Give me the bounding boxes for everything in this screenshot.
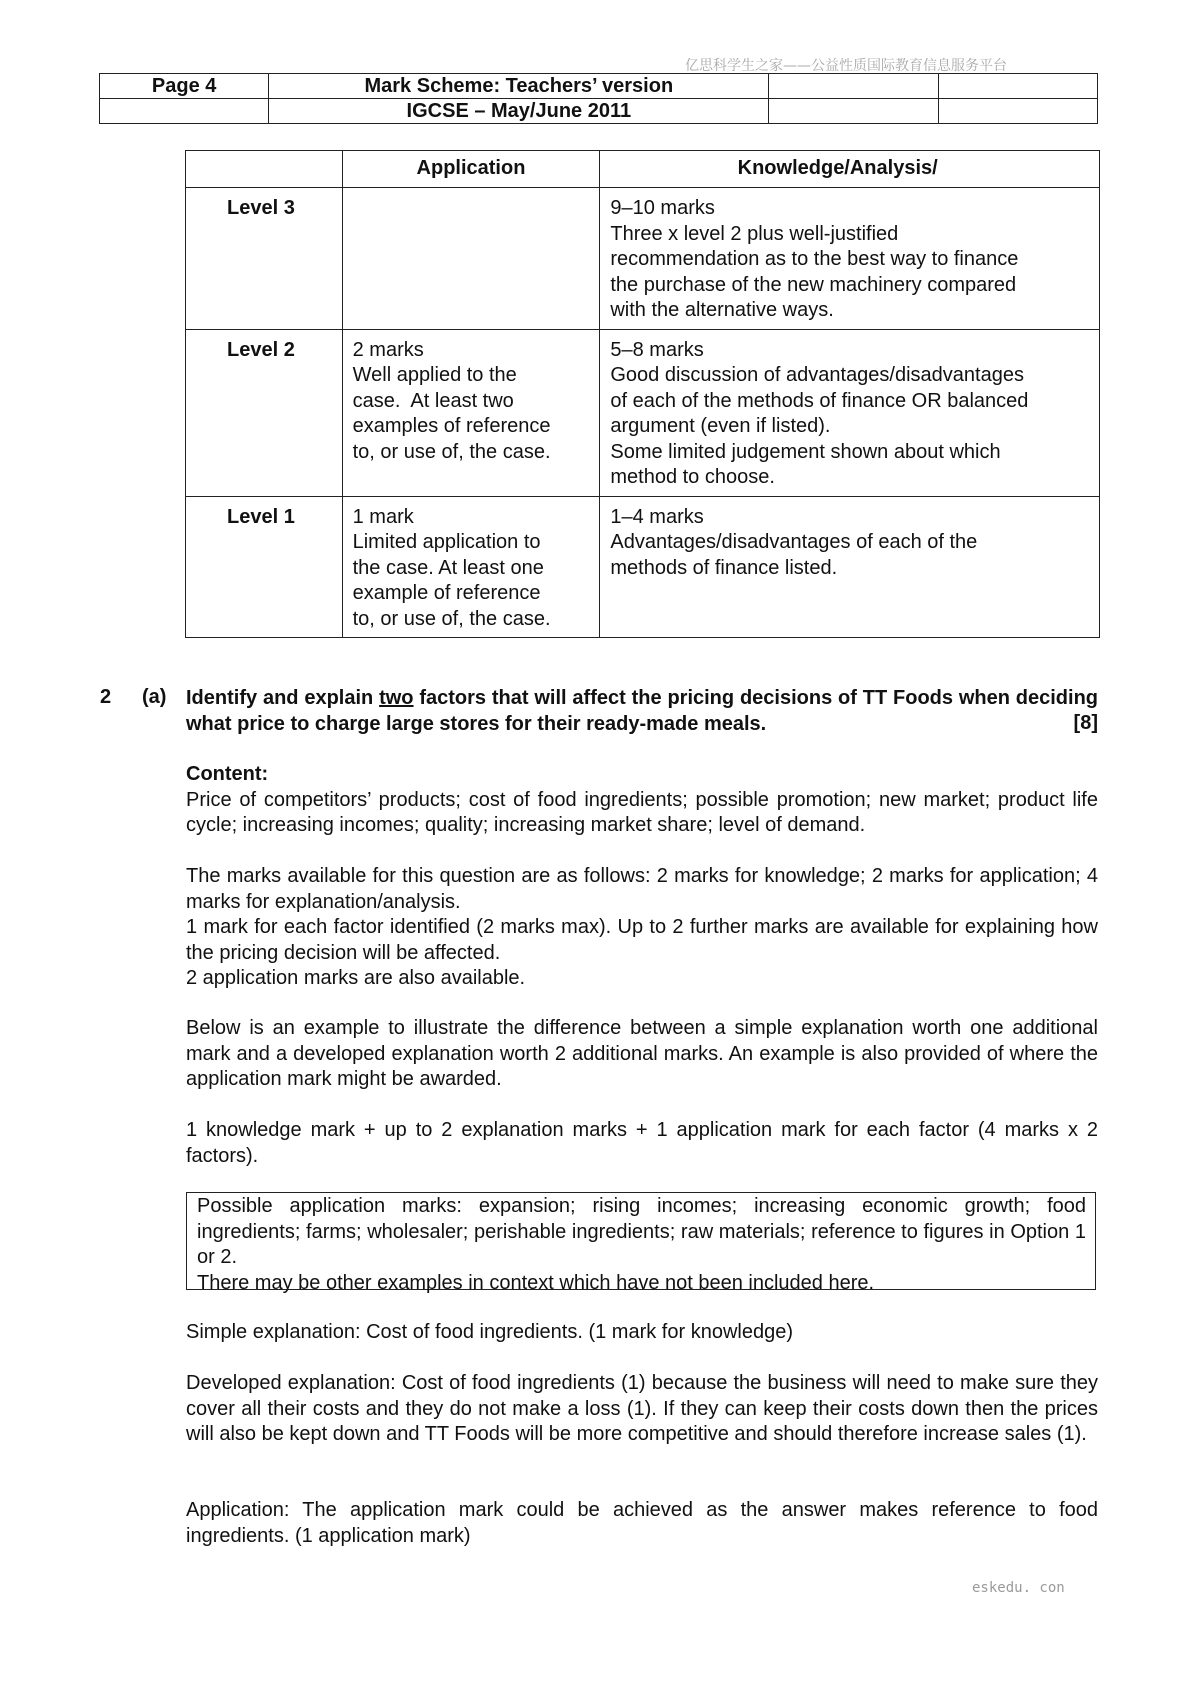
document-title: Mark Scheme: Teachers’ version	[269, 74, 769, 99]
cell-line: Good discussion of advantages/disadvantages	[610, 364, 1024, 386]
cell-line: recommendation as to the best way to finance	[610, 248, 1019, 270]
cell-line: 5–8 marks	[610, 338, 704, 361]
cell-line: the case. At least one	[352, 556, 544, 579]
simple-explanation: Simple explanation: Cost of food ingredients. (1 mark for knowledge)	[186, 1321, 793, 1343]
question-text	[186, 686, 1098, 737]
knowledge-cell	[600, 329, 1100, 496]
content-text: Price of competitors’ products; cost of food ingredients; possible promotion; new market; product life cycle; increasing incomes; quality; increasing market share; level of demand.	[186, 788, 1098, 836]
header-empty-cell	[938, 99, 1097, 124]
exam-session: IGCSE – May/June 2011	[269, 99, 769, 124]
application-box-line: There may be other examples in context which have not been included here.	[197, 1271, 875, 1294]
question-number: 2	[100, 686, 112, 708]
marks-breakdown	[186, 864, 1098, 992]
level-label: Level 2	[186, 329, 343, 496]
question-text-start: Identify and explain	[186, 687, 380, 709]
cell-line: method to choose.	[610, 466, 775, 488]
cell-line: Advantages/disadvantages of each of the	[610, 531, 978, 553]
table-row-level-3	[186, 188, 1100, 330]
watermark-bottom: eskedu. con	[972, 1580, 1065, 1596]
column-header-level	[186, 151, 343, 188]
cell-line: methods of finance listed.	[610, 556, 838, 579]
header-empty-cell	[769, 99, 938, 124]
cell-line: argument (even if listed).	[610, 415, 831, 437]
example-intro: Below is an example to illustrate the difference between a simple explanation worth one additional mark and a developed explanation worth 2 additional marks. An example is also provided of where the application mark might be awarded.	[186, 1017, 1098, 1090]
page-number: Page 4	[100, 74, 269, 99]
knowledge-cell	[600, 188, 1100, 330]
table-row-level-1	[186, 496, 1100, 638]
cell-line: Three x level 2 plus well-justified	[610, 222, 899, 245]
application-cell	[342, 496, 600, 638]
cell-line: Limited application to	[352, 531, 541, 553]
marks-breakdown-line: The marks available for this question are as follows: 2 marks for knowledge; 2 marks for application; 4 marks for explanation/analysis.	[186, 865, 1098, 913]
levels-table-header-row	[186, 151, 1100, 188]
marks-breakdown-line: 1 mark for each factor identified (2 marks max). Up to 2 further marks are available for explaining how the pricing decision will be affected.	[186, 916, 1098, 964]
table-row-level-2	[186, 329, 1100, 496]
header-empty-cell	[100, 99, 269, 124]
application-explanation: Application: The application mark could be achieved as the answer makes reference to food ingredients. (1 application mark)	[186, 1499, 1098, 1547]
cell-line: 2 marks	[352, 338, 424, 361]
cell-line: 1 mark	[352, 505, 414, 528]
application-marks-box	[186, 1192, 1096, 1294]
developed-explanation: Developed explanation: Cost of food ingredients (1) because the business will need to make sure they cover all their costs and they do not make a loss (1). If they can keep their costs down then the prices will also be kept down and TT Foods will be more competitive and should therefore increase sales (1).	[186, 1372, 1098, 1445]
column-header-application: Application	[342, 151, 600, 188]
question-marks: [8]	[1073, 711, 1098, 734]
application-box-line: Possible application marks: expansion; rising incomes; increasing economic growth; food ingredients; farms; wholesaler; perishable ingredients; raw materials; reference to figures in Option 1 or 2.	[197, 1195, 1086, 1268]
application-cell	[342, 188, 600, 330]
marks-formula: 1 knowledge mark + up to 2 explanation marks + 1 application mark for each factor (4 marks x 2 factors).	[186, 1119, 1098, 1167]
header-empty-cell	[938, 74, 1097, 99]
question-part: (a)	[142, 686, 167, 708]
knowledge-cell	[600, 496, 1100, 638]
cell-line: example of reference	[352, 582, 541, 604]
cell-line: to, or use of, the case.	[352, 440, 551, 463]
page-header-table	[99, 73, 1098, 124]
cell-line: 9–10 marks	[610, 197, 715, 219]
column-header-knowledge: Knowledge/Analysis/	[600, 151, 1100, 188]
cell-line: examples of reference	[352, 415, 551, 437]
question-text-end: factors that will affect the pricing decisions of TT Foods when deciding what price to charge large stores for their ready-made meals.	[186, 687, 1099, 735]
application-cell	[342, 329, 600, 496]
cell-line: case. At least two	[352, 389, 514, 412]
cell-line: to, or use of, the case.	[352, 607, 551, 630]
watermark-top: 亿思科学生之家——公益性质国际教育信息服务平台	[685, 58, 1007, 74]
level-label: Level 3	[186, 188, 343, 330]
marks-breakdown-line: 2 application marks are also available.	[186, 967, 526, 989]
content-heading: Content:	[186, 763, 269, 785]
cell-line: the purchase of the new machinery compared	[610, 273, 1017, 296]
levels-mark-table	[185, 150, 1100, 638]
cell-line: Well applied to the	[352, 364, 517, 386]
header-empty-cell	[769, 74, 938, 99]
cell-line: Some limited judgement shown about which	[610, 440, 1001, 463]
cell-line: 1–4 marks	[610, 505, 704, 528]
cell-line: with the alternative ways.	[610, 299, 834, 321]
level-label: Level 1	[186, 496, 343, 638]
cell-line: of each of the methods of finance OR balanced	[610, 389, 1029, 412]
question-emphasis: two	[379, 687, 414, 709]
